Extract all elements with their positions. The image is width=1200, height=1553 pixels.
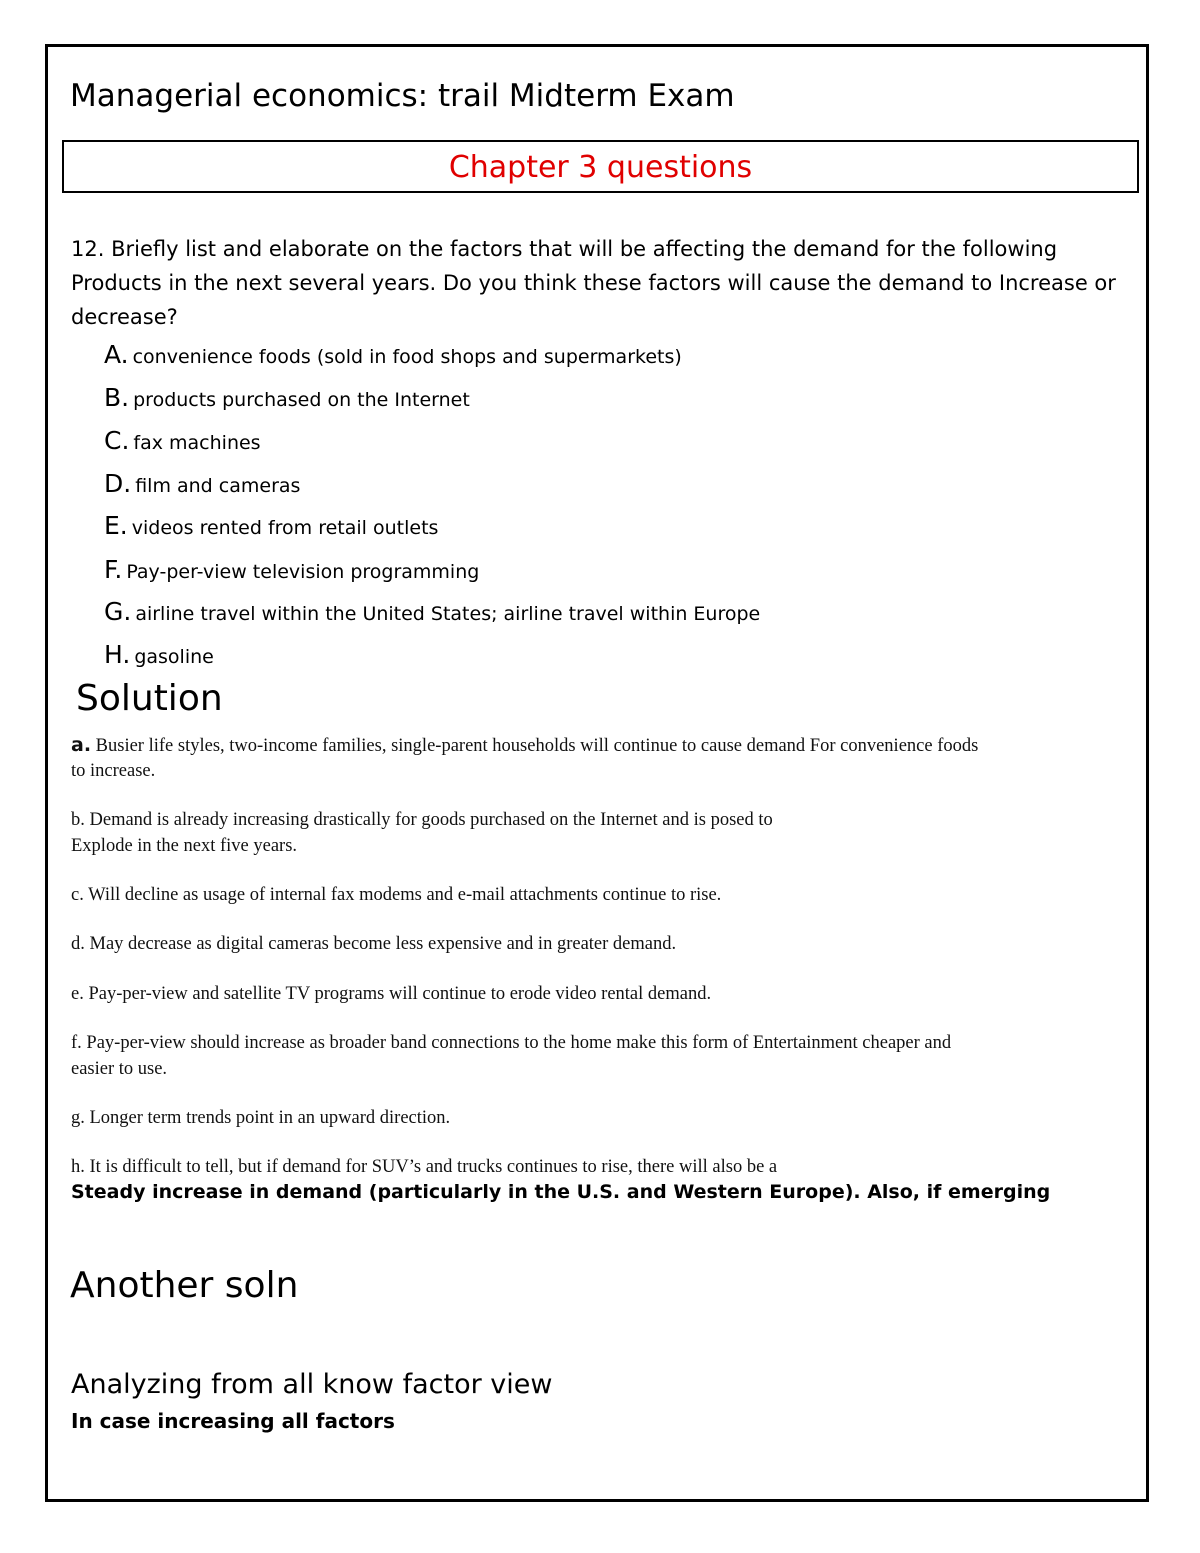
question-text: 12. Briefly list and elaborate on the factors that will be affecting the demand for the following Products in the next several years. Do you think these factors will cause the demand to Increase or decrease? <box>71 237 1116 329</box>
answer-h: h. It is difficult to tell, but if demand for SUV’s and trucks continues to rise, there will also be a <box>71 1157 778 1177</box>
chapter-heading: Chapter 3 questions <box>448 150 753 185</box>
answer-d: d. May decrease as digital cameras become less expensive and in greater demand. <box>71 934 677 954</box>
page-title: Managerial economics: trail Midterm Exam <box>70 78 735 114</box>
item-letter: G. <box>104 597 132 626</box>
answer-b-cont: Explode in the next five years. <box>71 836 298 856</box>
answer-f-cont: easier to use. <box>71 1059 168 1079</box>
answer-f: f. Pay-per-view should increase as broader band connections to the home make this form of Entertainment cheaper and <box>71 1033 952 1053</box>
answer-h-cont: Steady increase in demand (particularly in the U.S. and Western Europe). Also, if emerging <box>71 1181 1051 1203</box>
list-item <box>104 340 682 369</box>
item-text: film and cameras <box>135 475 301 497</box>
list-item <box>104 383 470 412</box>
analyzing-subheading: Analyzing from all know factor view <box>71 1369 553 1400</box>
answer-a-label: a. <box>71 734 92 756</box>
item-letter: H. <box>104 640 131 669</box>
answer-e: e. Pay-per-view and satellite TV programs will continue to erode video rental demand. <box>71 984 712 1004</box>
item-text: products purchased on the Internet <box>133 389 470 411</box>
list-item <box>104 597 760 626</box>
answer-a <box>71 732 978 759</box>
item-letter: C. <box>104 426 130 455</box>
item-letter: B. <box>104 383 130 412</box>
answer-g: g. Longer term trends point in an upward direction. <box>71 1108 451 1128</box>
item-text: fax machines <box>133 432 261 454</box>
list-item <box>104 640 214 669</box>
item-text: gasoline <box>134 646 214 668</box>
item-letter: E. <box>104 511 128 540</box>
answer-c: c. Will decline as usage of internal fax modems and e-mail attachments continue to rise. <box>71 885 722 905</box>
case-text: In case increasing all factors <box>71 1409 395 1433</box>
list-item <box>104 555 479 584</box>
list-item <box>104 511 438 540</box>
item-text: Pay-per-view television programming <box>126 561 480 583</box>
answer-b: b. Demand is already increasing drastically for goods purchased on the Internet and is posed to <box>71 810 773 830</box>
item-letter: F. <box>104 555 123 584</box>
answer-a-text: Busier life styles, two-income families, single-parent households will continue to cause demand For convenience foods <box>91 736 979 756</box>
answer-a-cont: to increase. <box>71 761 156 781</box>
item-text: airline travel within the United States; airline travel within Europe <box>135 603 761 625</box>
item-text: convenience foods (sold in food shops and supermarkets) <box>132 346 682 368</box>
item-letter: A. <box>104 340 129 369</box>
item-text: videos rented from retail outlets <box>131 517 439 539</box>
item-letter: D. <box>104 469 132 498</box>
list-item <box>104 426 261 455</box>
chapter-heading-box <box>62 140 1139 193</box>
another-solution-heading: Another soln <box>70 1265 299 1306</box>
solution-heading: Solution <box>76 678 223 719</box>
list-item <box>104 469 300 498</box>
